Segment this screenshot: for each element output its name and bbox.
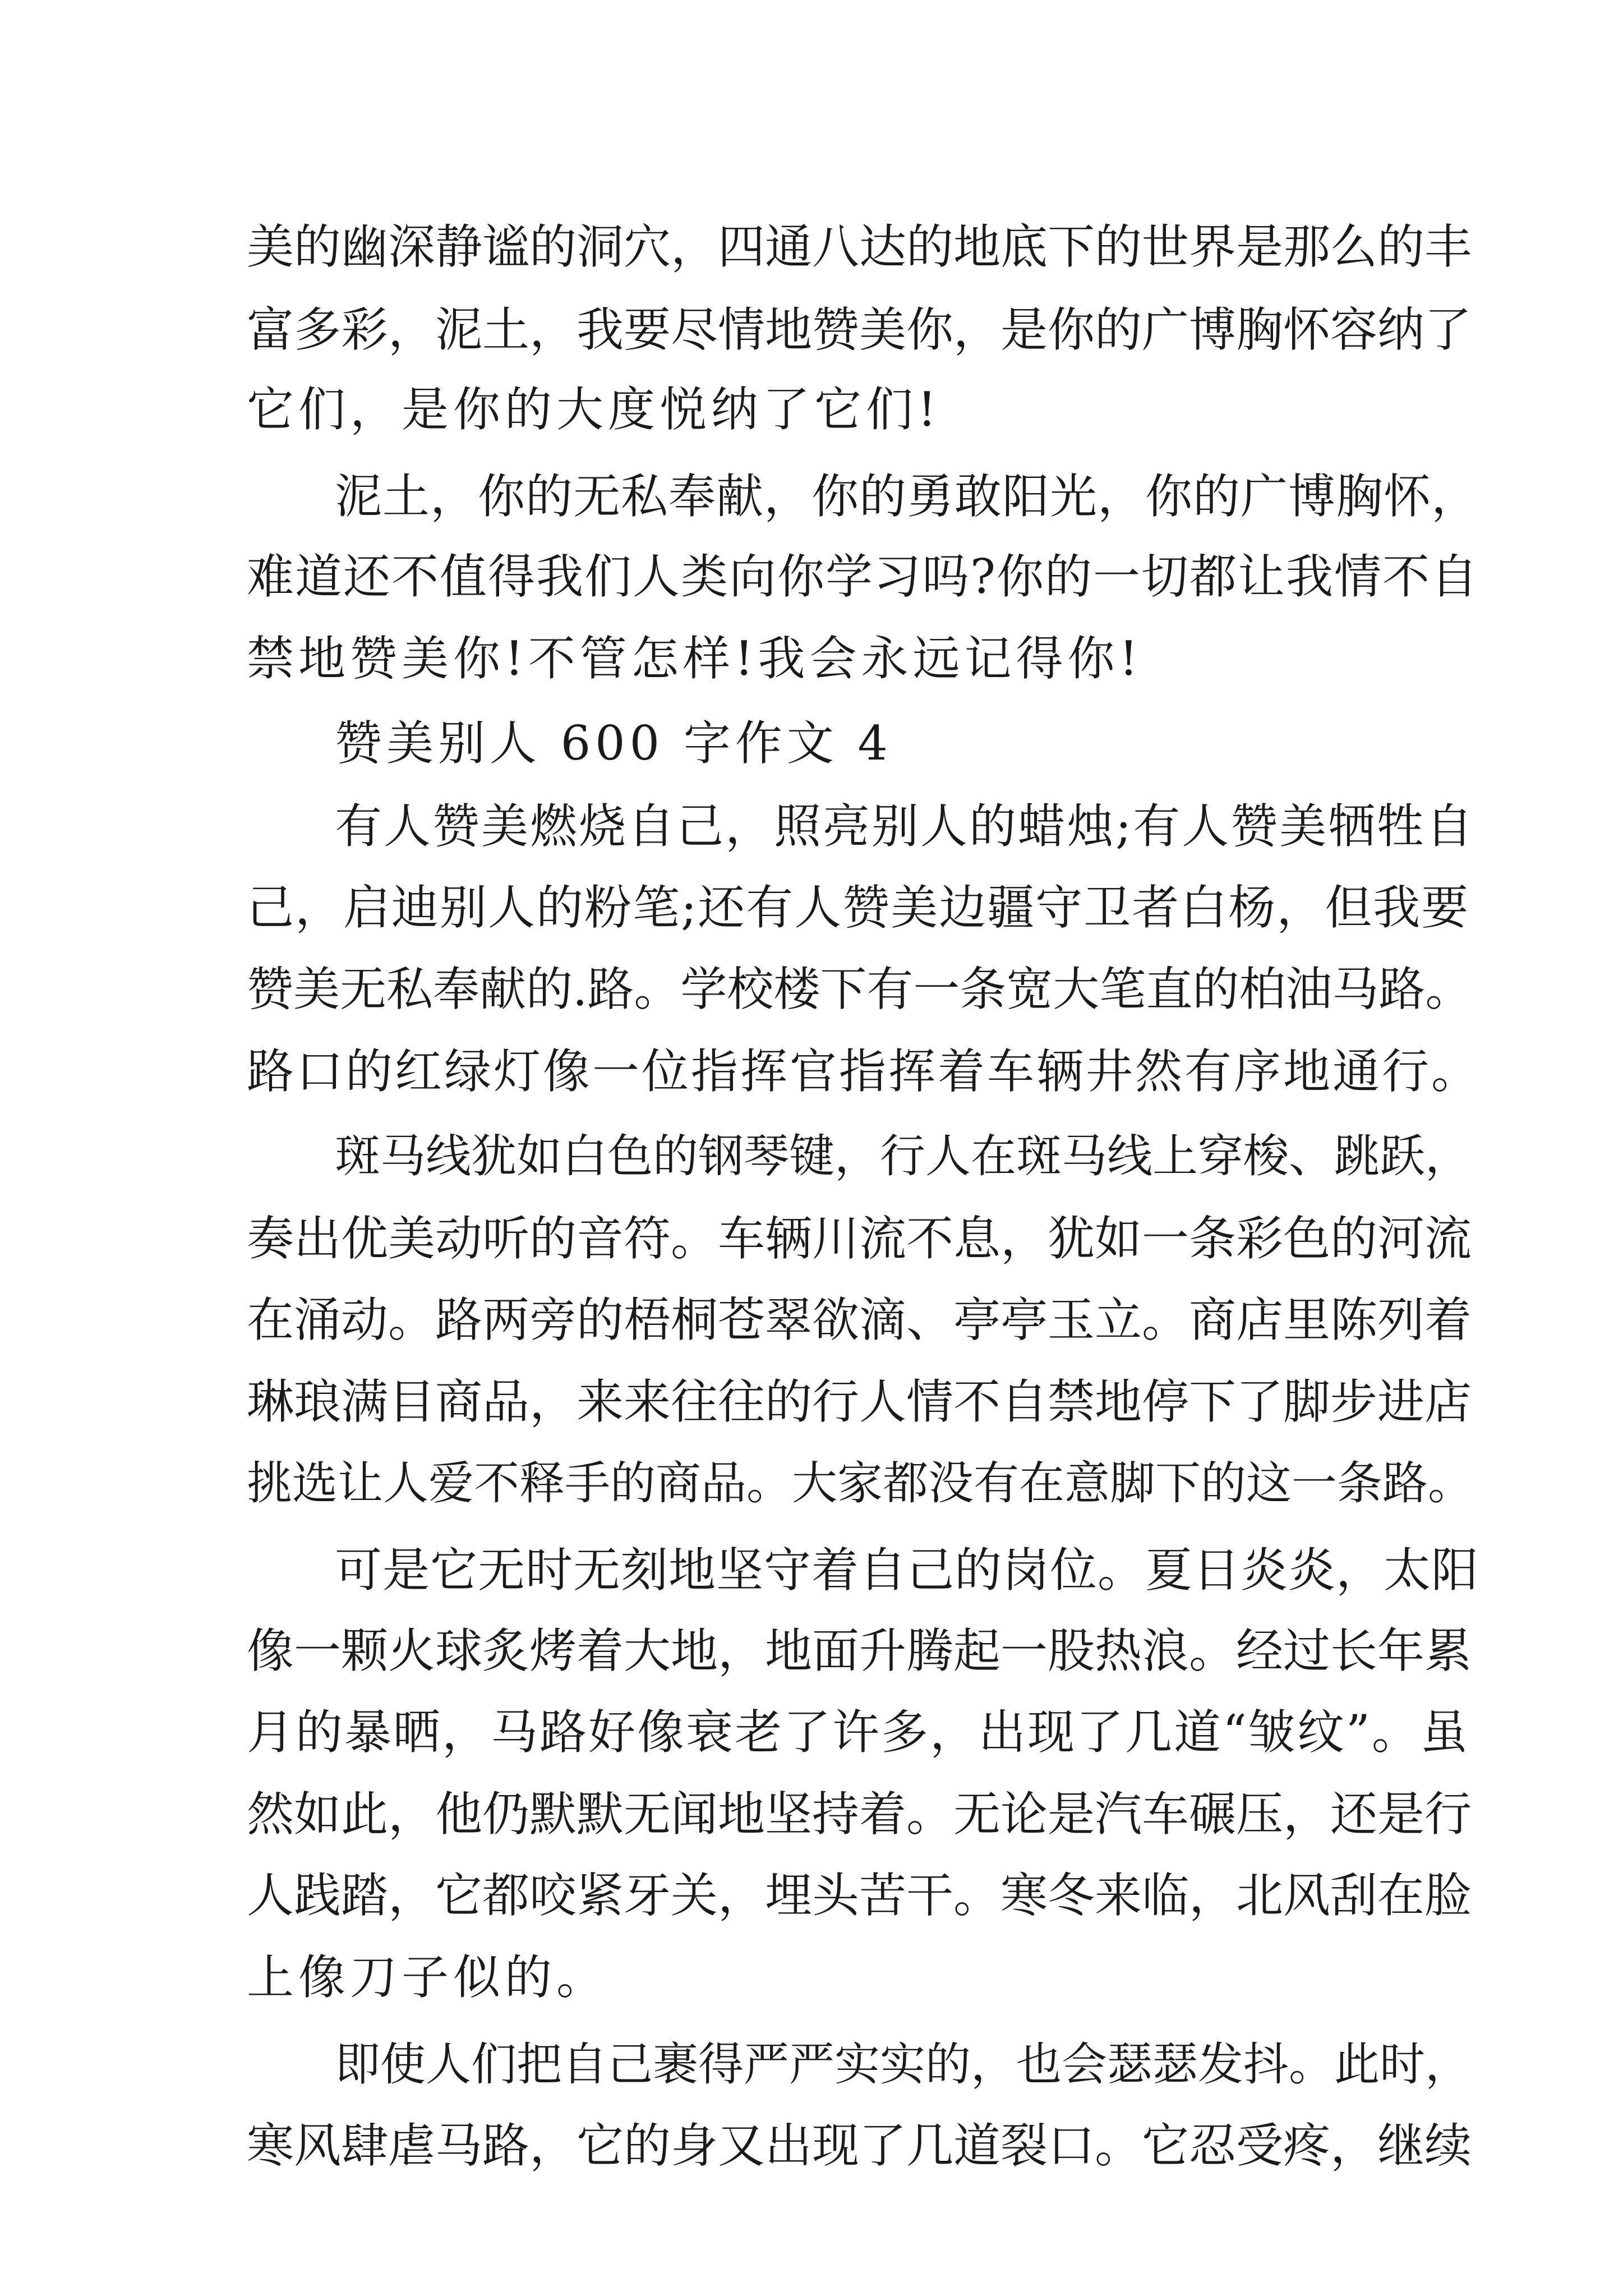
text-line	[0, 2104, 1623, 2188]
text-line	[0, 1853, 1623, 1938]
line-text: 富多彩，泥土，我要尽情地赞美你，是你的广博胸怀容纳了	[247, 302, 1472, 357]
line-text: 月的暴晒，马路好像衰老了许多，出现了几道“皱纹”。虽	[247, 1705, 1469, 1760]
text-line	[0, 1442, 1623, 1526]
line-text: 禁地赞美你!不管怎样!我会永远记得你!	[247, 631, 1143, 686]
text-line	[0, 784, 1623, 868]
line-text: 泥土，你的无私奉献，你的勇敢阳光，你的广博胸怀，	[335, 469, 1479, 524]
line-text: 路口的红绿灯像一位指挥官指挥着车辆井然有序地通行。	[247, 1044, 1481, 1099]
text-line	[0, 1772, 1623, 1856]
line-text: 难道还不值得我们人类向你学习吗?你的一切都让我情不自	[247, 549, 1479, 604]
text-line	[0, 1197, 1623, 1281]
text-line	[0, 1609, 1623, 1693]
line-text: 赞美无私奉献的.路。学校楼下有一条宽大笔直的柏油马路。	[247, 962, 1472, 1016]
text-line	[0, 1029, 1623, 1114]
line-text: 挑选让人爱不释手的商品。大家都没有在意脚下的这一条路。	[247, 1457, 1474, 1510]
line-text: 美的幽深静谧的洞穴，四通八达的地底下的世界是那么的丰	[247, 219, 1472, 274]
line-text: 斑马线犹如白色的钢琴键，行人在斑马线上穿梭、跳跃，	[335, 1130, 1471, 1183]
line-text: 寒风肆虐马路，它的身又出现了几道裂口。它忍受疼，继续	[247, 2118, 1472, 2173]
line-text: 人践踏，它都咬紧牙关，埋头苦干。寒冬来临，北风刮在脸	[247, 1868, 1472, 1923]
text-line	[0, 288, 1623, 372]
text-line	[0, 1278, 1623, 1362]
line-text: 然如此，他仍默默无闻地坚持着。无论是汽车碾压，还是行	[247, 1787, 1472, 1842]
text-line	[0, 1690, 1623, 1774]
heading-text: 赞美别人 600 字作文 4	[335, 716, 892, 771]
text-line	[0, 535, 1623, 619]
line-text: 像一颗火球炙烤着大地，地面升腾起一股热浪。经过长年累	[247, 1623, 1472, 1678]
text-line	[0, 1528, 1623, 1612]
section-heading	[0, 701, 1623, 785]
text-line	[0, 205, 1623, 289]
text-line	[0, 2023, 1623, 2107]
text-line	[0, 616, 1623, 701]
text-line	[0, 947, 1623, 1032]
line-text: 上像刀子似的。	[247, 1950, 608, 2005]
text-line	[0, 454, 1623, 539]
text-line	[0, 1935, 1623, 2019]
text-line	[0, 1360, 1623, 1444]
line-text: 可是它无时无刻地坚守着自己的岗位。夏日炎炎，太阳	[335, 1543, 1479, 1598]
line-text: 有人赞美燃烧自己，照亮别人的蜡烛;有人赞美牺牲自	[335, 799, 1475, 854]
line-text: 在涌动。路两旁的梧桐苍翠欲滴、亭亭玉立。商店里陈列着	[247, 1292, 1472, 1347]
line-text: 即使人们把自己裹得严严实实的，也会瑟瑟发抖。此时，	[335, 2039, 1471, 2091]
text-line	[0, 866, 1623, 950]
line-text: 奏出优美动听的音符。车辆川流不息，犹如一条彩色的河流	[247, 1211, 1472, 1266]
text-line	[0, 1115, 1623, 1199]
line-text: 琳琅满目商品，来来往往的行人情不自禁地停下了脚步进店	[247, 1374, 1472, 1429]
text-line	[0, 367, 1623, 452]
line-text: 己，启迪别人的粉笔;还有人赞美边疆守卫者白杨，但我要	[247, 880, 1470, 935]
line-text: 它们，是你的大度悦纳了它们!	[247, 382, 941, 437]
